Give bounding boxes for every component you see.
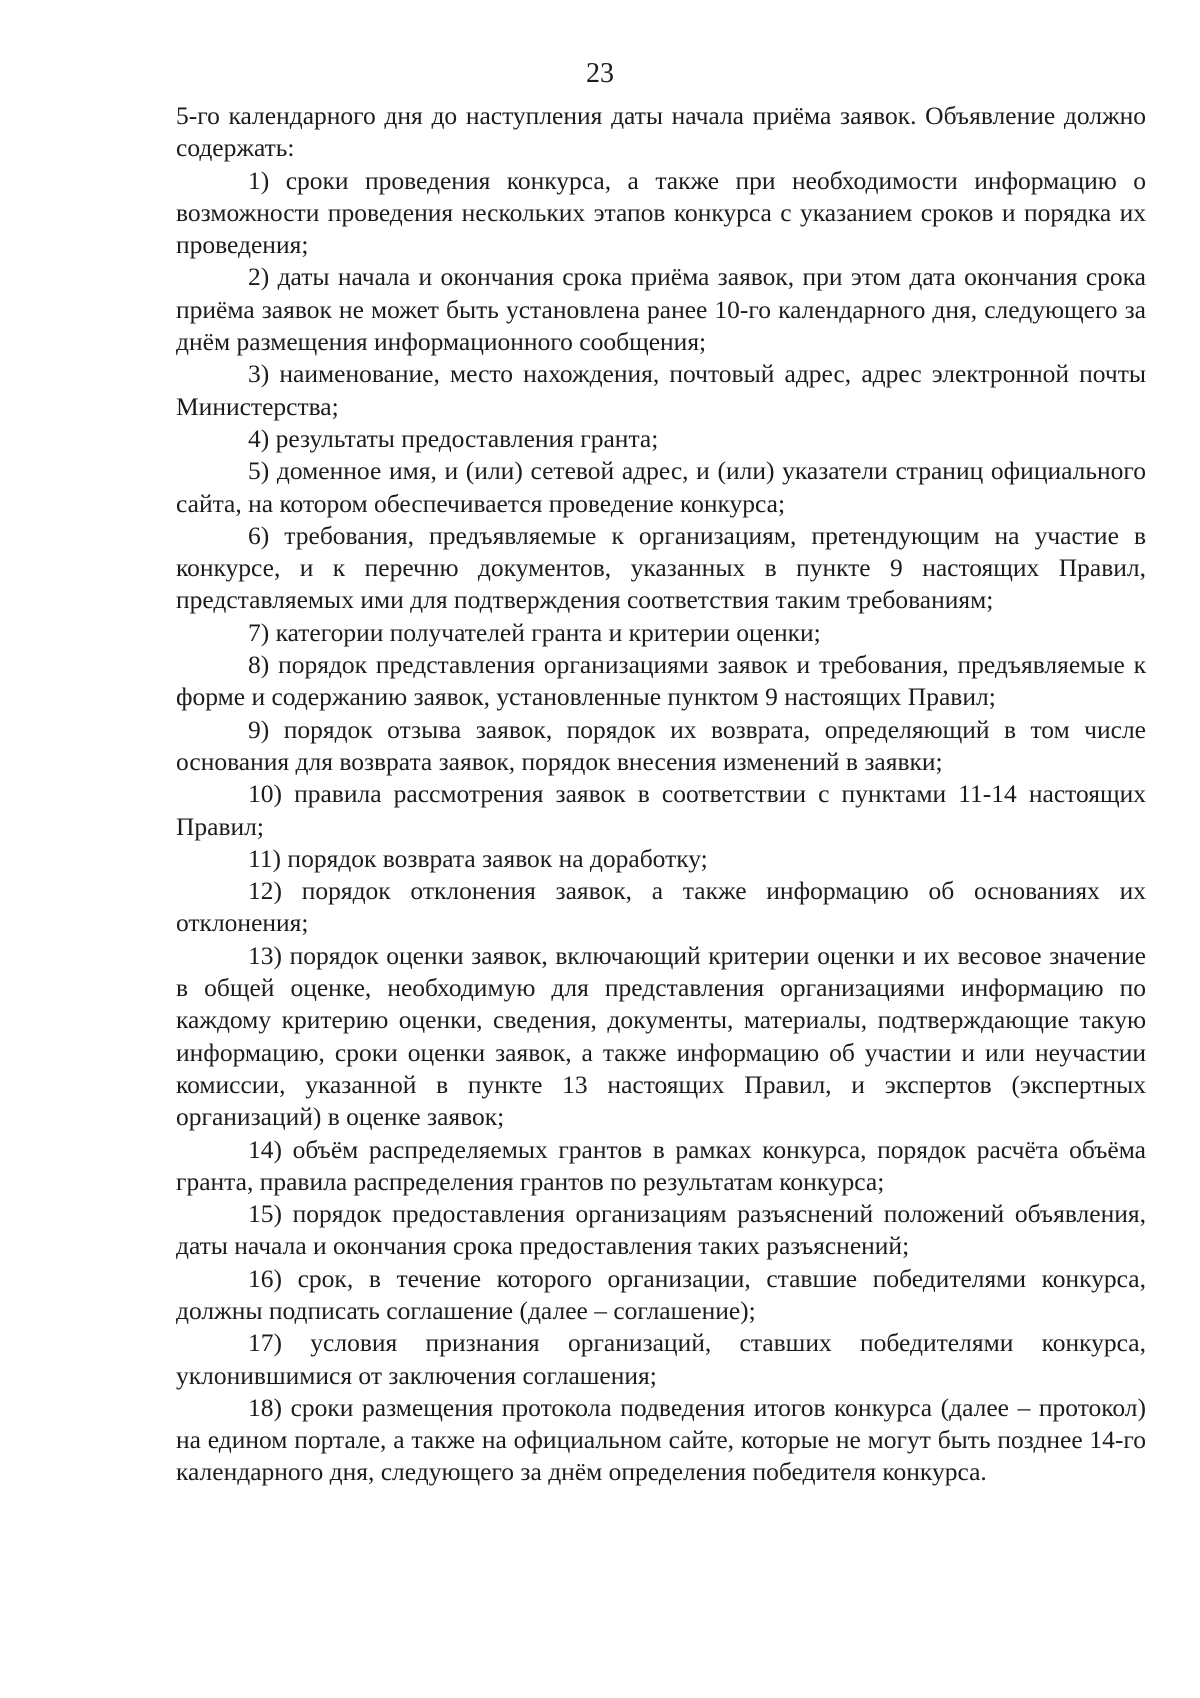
intro-paragraph: 5-го календарного дня до наступления даты начала приёма заявок. Объявление должно содержать: [176,101,1146,163]
document-body [176,100,1146,1489]
list-item: 18) сроки размещения протокола подведения итогов конкурса (далее – протокол) на едином портале, а также на официальном сайте, которые не могут быть позднее 14-го календарного дня, следующего за днём определения победителя конкурса. [176,1392,1146,1487]
list-item: 2) даты начала и окончания срока приёма заявок, при этом дата окончания срока приёма заявок не может быть установлена ранее 10-го календарного дня, следующего за днём размещения информационного сообщения; [176,262,1146,357]
list-item: 16) срок, в течение которого организации, ставшие победителями конкурса, должны подписать соглашение (далее – соглашение); [176,1263,1146,1325]
list-item: 9) порядок отзыва заявок, порядок их возврата, определяющий в том числе основания для возврата заявок, порядок внесения изменений в заявки; [176,714,1146,776]
list-item: 1) сроки проведения конкурса, а также при необходимости информацию о возможности проведения нескольких этапов конкурса с указанием сроков и порядка их проведения; [176,165,1146,260]
list-item: 11) порядок возврата заявок на доработку; [248,843,708,873]
list-item: 8) порядок представления организациями заявок и требования, предъявляемые к форме и содержанию заявок, установленные пунктом 9 настоящих Правил; [176,650,1146,712]
list-item: 15) порядок предоставления организациям разъяснений положений объявления, даты начала и окончания срока предоставления таких разъяснений; [176,1199,1146,1261]
list-item: 7) категории получателей гранта и критерии оценки; [248,617,821,647]
list-item: 13) порядок оценки заявок, включающий критерии оценки и их весовое значение в общей оценке, необходимую для представления организациями информацию по каждому критерию оценки, сведения, документы, материалы, подтверждающие такую информацию, сроки оценки заявок, а также информацию об участии и или неучастии комиссии, указанной в пункте 13 настоящих Правил, и экспертов (экспертных организаций) в оценке заявок; [176,940,1146,1132]
list-item: 4) результаты предоставления гранта; [248,423,659,453]
page-number: 23 [586,58,614,89]
list-item: 12) порядок отклонения заявок, а также информацию об основаниях их отклонения; [176,876,1146,938]
list-item: 5) доменное имя, и (или) сетевой адрес, и (или) указатели страниц официального сайта, на котором обеспечивается проведение конкурса; [176,456,1146,518]
list-item: 3) наименование, место нахождения, почтовый адрес, адрес электронной почты Министерства; [176,359,1146,421]
list-item: 10) правила рассмотрения заявок в соответствии с пунктами 11-14 настоящих Правил; [176,779,1146,841]
list-item: 6) требования, предъявляемые к организациям, претендующим на участие в конкурсе, и к перечню документов, указанных в пункте 9 настоящих Правил, представляемых ими для подтверждения соответствия таким требованиям; [176,520,1146,615]
list-item: 17) условия признания организаций, ставших победителями конкурса, уклонившимися от заключения соглашения; [176,1328,1146,1390]
list-item: 14) объём распределяемых грантов в рамках конкурса, порядок расчёта объёма гранта, правила распределения грантов по результатам конкурса; [176,1134,1146,1196]
